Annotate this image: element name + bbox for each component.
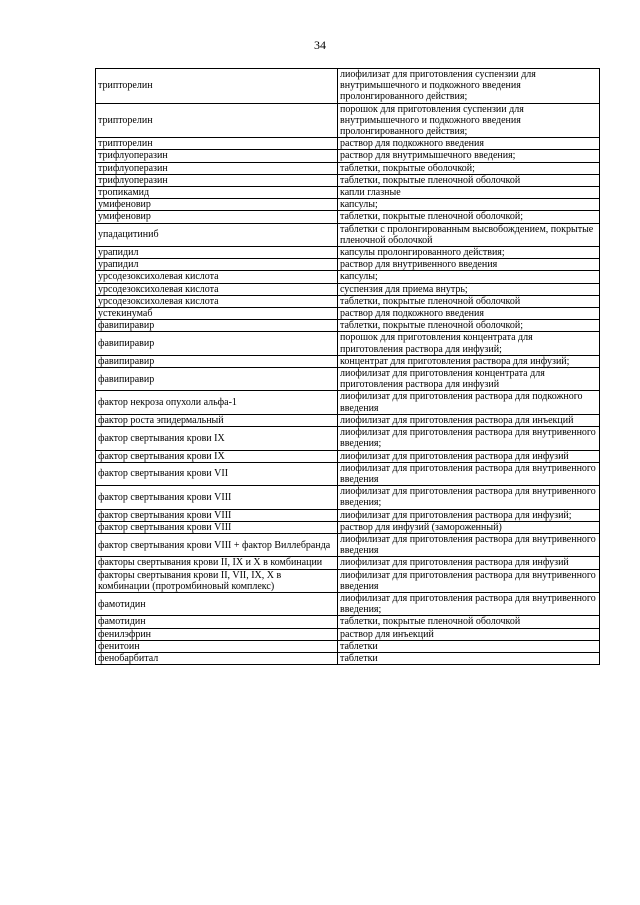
dosage-form-cell: таблетки, покрытые пленочной оболочкой;	[338, 320, 600, 332]
drug-name-cell: фавипиравир	[96, 332, 338, 355]
dosage-form-cell: таблетки	[338, 640, 600, 652]
table-row	[96, 271, 600, 283]
drug-name-cell: фенилэфрин	[96, 628, 338, 640]
table-row	[96, 414, 600, 426]
drug-name-cell: фактор свертывания крови IX	[96, 450, 338, 462]
drug-name-cell: устекинумаб	[96, 308, 338, 320]
dosage-form-cell: лиофилизат для приготовления раствора для инфузий	[338, 557, 600, 569]
table-row	[96, 199, 600, 211]
dosage-form-cell: таблетки	[338, 652, 600, 664]
dosage-form-cell: раствор для инъекций	[338, 628, 600, 640]
page-number: 34	[314, 38, 326, 52]
dosage-form-cell: лиофилизат для приготовления раствора для внутривенного введения;	[338, 486, 600, 509]
table-row	[96, 320, 600, 332]
drug-name-cell: трипторелин	[96, 69, 338, 104]
table-row	[96, 391, 600, 414]
table-row	[96, 355, 600, 367]
table-row	[96, 69, 600, 104]
dosage-form-cell: лиофилизат для приготовления раствора для инъекций	[338, 414, 600, 426]
drug-name-cell: трифлуоперазин	[96, 174, 338, 186]
drug-name-cell: умифеновир	[96, 211, 338, 223]
table-row	[96, 162, 600, 174]
dosage-form-cell: раствор для инфузий (замороженный)	[338, 521, 600, 533]
table-row	[96, 174, 600, 186]
drug-name-cell: фамотидин	[96, 592, 338, 615]
table-row	[96, 247, 600, 259]
dosage-form-cell: порошок для приготовления суспензии для внутримышечного и подкожного введения пролонгированного действия;	[338, 103, 600, 138]
drug-name-cell: фактор свертывания крови VIII	[96, 509, 338, 521]
table-row	[96, 283, 600, 295]
dosage-form-cell: лиофилизат для приготовления раствора для внутривенного введения	[338, 533, 600, 556]
dosage-form-cell: таблетки, покрытые оболочкой;	[338, 162, 600, 174]
dosage-form-cell: таблетки с пролонгированным высвобождением, покрытые пленочной оболочкой	[338, 223, 600, 246]
table-row	[96, 569, 600, 592]
table-row	[96, 332, 600, 355]
drug-name-cell: урсодезоксихолевая кислота	[96, 271, 338, 283]
table-row	[96, 640, 600, 652]
dosage-form-cell: раствор для подкожного введения	[338, 308, 600, 320]
dosage-form-cell: таблетки, покрытые пленочной оболочкой	[338, 295, 600, 307]
table-row	[96, 368, 600, 391]
dosage-form-cell: раствор для подкожного введения	[338, 138, 600, 150]
table-row	[96, 509, 600, 521]
table-row	[96, 462, 600, 485]
table-row	[96, 223, 600, 246]
drug-name-cell: фактор свертывания крови VIII	[96, 521, 338, 533]
dosage-form-cell: лиофилизат для приготовления концентрата для приготовления раствора для инфузий	[338, 368, 600, 391]
drug-name-cell: фактор свертывания крови VII	[96, 462, 338, 485]
dosage-form-cell: лиофилизат для приготовления раствора для внутривенного введения	[338, 569, 600, 592]
dosage-form-cell: капли глазные	[338, 187, 600, 199]
drug-name-cell: урапидил	[96, 259, 338, 271]
dosage-form-cell: концентрат для приготовления раствора для инфузий;	[338, 355, 600, 367]
table-row	[96, 450, 600, 462]
dosage-form-cell: лиофилизат для приготовления суспензии для внутримышечного и подкожного введения пролонгированного действия;	[338, 69, 600, 104]
table-row	[96, 427, 600, 450]
drug-name-cell: урсодезоксихолевая кислота	[96, 295, 338, 307]
dosage-form-cell: суспензия для приема внутрь;	[338, 283, 600, 295]
drug-table	[95, 68, 600, 665]
dosage-form-cell: таблетки, покрытые пленочной оболочкой;	[338, 211, 600, 223]
dosage-form-cell: лиофилизат для приготовления раствора для внутривенного введения	[338, 462, 600, 485]
table-row	[96, 259, 600, 271]
table-row	[96, 138, 600, 150]
drug-name-cell: фенобарбитал	[96, 652, 338, 664]
drug-name-cell: фавипиравир	[96, 355, 338, 367]
dosage-form-cell: лиофилизат для приготовления раствора для инфузий;	[338, 509, 600, 521]
drug-name-cell: урапидил	[96, 247, 338, 259]
dosage-form-cell: капсулы;	[338, 199, 600, 211]
table-row	[96, 533, 600, 556]
table-row	[96, 557, 600, 569]
dosage-form-cell: лиофилизат для приготовления раствора для внутривенного введения;	[338, 427, 600, 450]
dosage-form-cell: раствор для внутримышечного введения;	[338, 150, 600, 162]
drug-name-cell: трипторелин	[96, 103, 338, 138]
table-row	[96, 187, 600, 199]
table-row	[96, 486, 600, 509]
drug-name-cell: фавипиравир	[96, 320, 338, 332]
table-row	[96, 295, 600, 307]
drug-name-cell: тропикамид	[96, 187, 338, 199]
drug-name-cell: фактор свертывания крови IX	[96, 427, 338, 450]
dosage-form-cell: порошок для приготовления концентрата для приготовления раствора для инфузий;	[338, 332, 600, 355]
dosage-form-cell: таблетки, покрытые пленочной оболочкой	[338, 616, 600, 628]
table-row	[96, 211, 600, 223]
drug-name-cell: умифеновир	[96, 199, 338, 211]
drug-name-cell: фавипиравир	[96, 368, 338, 391]
dosage-form-cell: лиофилизат для приготовления раствора для подкожного введения	[338, 391, 600, 414]
table-row	[96, 308, 600, 320]
table-row	[96, 521, 600, 533]
table-row	[96, 652, 600, 664]
drug-name-cell: трипторелин	[96, 138, 338, 150]
dosage-form-cell: раствор для внутривенного введения	[338, 259, 600, 271]
drug-name-cell: трифлуоперазин	[96, 162, 338, 174]
table-row	[96, 150, 600, 162]
dosage-form-cell: таблетки, покрытые пленочной оболочкой	[338, 174, 600, 186]
dosage-form-cell: капсулы пролонгированного действия;	[338, 247, 600, 259]
dosage-form-cell: капсулы;	[338, 271, 600, 283]
drug-name-cell: факторы свертывания крови II, VII, IX, X в комбинации (протромбиновый комплекс)	[96, 569, 338, 592]
drug-name-cell: фактор роста эпидермальный	[96, 414, 338, 426]
drug-name-cell: фамотидин	[96, 616, 338, 628]
drug-name-cell: урсодезоксихолевая кислота	[96, 283, 338, 295]
drug-name-cell: факторы свертывания крови II, IX и X в комбинации	[96, 557, 338, 569]
table-row	[96, 103, 600, 138]
drug-name-cell: фактор свертывания крови VIII + фактор Виллебранда	[96, 533, 338, 556]
table-row	[96, 616, 600, 628]
table-row	[96, 592, 600, 615]
drug-name-cell: фенитоин	[96, 640, 338, 652]
drug-name-cell: трифлуоперазин	[96, 150, 338, 162]
drug-name-cell: фактор некроза опухоли альфа-1	[96, 391, 338, 414]
table-row	[96, 628, 600, 640]
dosage-form-cell: лиофилизат для приготовления раствора для внутривенного введения;	[338, 592, 600, 615]
dosage-form-cell: лиофилизат для приготовления раствора для инфузий	[338, 450, 600, 462]
drug-name-cell: фактор свертывания крови VIII	[96, 486, 338, 509]
drug-name-cell: упадацитиниб	[96, 223, 338, 246]
drug-table-body	[96, 69, 600, 665]
